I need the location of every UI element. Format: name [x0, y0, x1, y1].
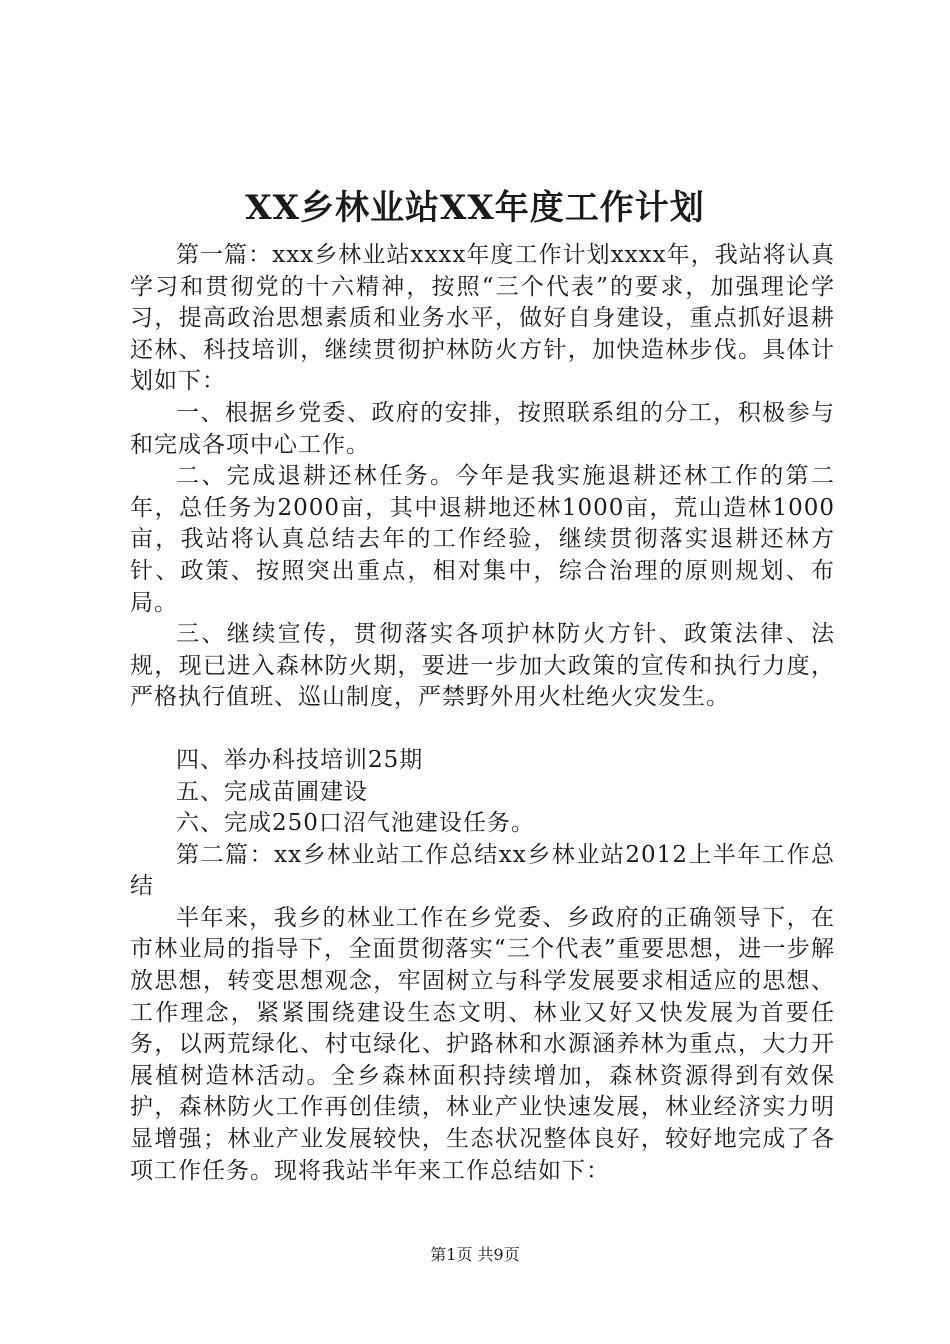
- paragraph-item-1: 一、根据乡党委、政府的安排，按照联系组的分工，积极参与和完成各项中心工作。: [130, 399, 835, 458]
- paragraph-part-two-heading: 第二篇：xx乡林业站工作总结xx乡林业站2012上半年工作总结: [130, 841, 835, 900]
- paragraph-item-3: 三、继续宣传，贯彻落实各项护林防火方针、政策法律、法规，现已进入森林防火期，要进一步加大政策的宣传和执行力度，严格执行值班、巡山制度，严禁野外用火杜绝火灾发生。: [130, 621, 835, 711]
- paragraph-item-2: 二、完成退耕还林任务。今年是我实施退耕还林工作的第二年，总任务为2000亩，其中退耕地还林1000亩，荒山造林1000亩，我站将认真总结去年的工作经验，继续贯彻落实退耕还林方针、政策、按照突出重点，相对集中，综合治理的原则规划、布局。: [130, 463, 835, 616]
- paragraph-intro: 第一篇：xxx乡林业站xxxx年度工作计划xxxx年，我站将认真学习和贯彻党的十六精神，按照“三个代表”的要求，加强理论学习，提高政治思想素质和业务水平，做好自身建设，重点抓好退耕还林、科技培训，继续贯彻护林防火方针，加快造林步伐。具体计划如下：: [130, 242, 835, 395]
- paragraph-item-4: 四、举办科技培训25期: [176, 746, 424, 773]
- paragraph-item-6: 六、完成250口沼气池建设任务。: [176, 810, 535, 837]
- document-title: XX乡林业站XX年度工作计划: [245, 188, 705, 228]
- document-body: [130, 240, 835, 1187]
- paragraph-spacer: [130, 714, 835, 745]
- paragraph-item-5: 五、完成苗圃建设: [176, 778, 368, 805]
- paragraph-summary: 半年来，我乡的林业工作在乡党委、乡政府的正确领导下，在市林业局的指导下，全面贯彻落实“三个代表”重要思想，进一步解放思想，转变思想观念，牢固树立与科学发展要求相适应的思想、工作理念，紧紧围绕建设生态文明、林业又好又快发展为首要任务，以两荒绿化、村屯绿化、护路林和水源涵养林为重点，大力开展植树造林活动。全乡森林面积持续增加，森林资源得到有效保护，森林防火工作再创佳绩，林业产业快速发展，林业经济实力明显增强；林业产业发展较快，生态状况整体良好，较好地完成了各项工作任务。现将我站半年来工作总结如下：: [130, 904, 835, 1184]
- page-footer: 第1页 共9页: [430, 1245, 520, 1264]
